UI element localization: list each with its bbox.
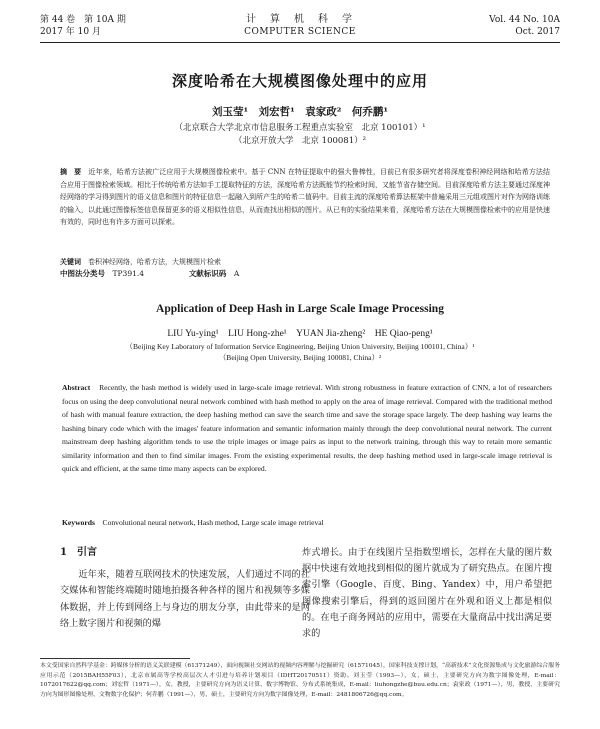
running-header bbox=[40, 14, 560, 40]
title-en: Application of Deep Hash in Large Scale Image Processing bbox=[156, 303, 444, 315]
header-center bbox=[240, 14, 360, 38]
header-rule bbox=[40, 42, 560, 43]
header-right bbox=[440, 14, 560, 38]
abstract-cn-label: 摘 要 bbox=[60, 167, 82, 176]
affiliation-cn-2: （北京开放大学 北京 100081）² bbox=[233, 136, 367, 146]
affiliation-en-1: （Beijing Key Laboratory of Information Service Engineering, Beijing Union University, Beijing 100101, China）¹ bbox=[125, 342, 475, 351]
clc-value: TP391.4 bbox=[112, 269, 145, 278]
keywords-cn-text: 卷积神经网络，哈希方法，大规模图片检索 bbox=[88, 258, 221, 266]
intro-paragraph-right: 炸式增长。由于在线图片呈指数型增长，怎样在大量的图片数据中快速有效地找到相似的图片就成为了研究热点。在图片搜索引擎（Google、百度、Bing、Yandex）中，用户希望把图像搜索引擎后，得到的返回图片在外观和语义上都是相似的。在电子商务网站的应用中，需要在大量商品中找出满足要求的 bbox=[302, 547, 552, 640]
body-column-left bbox=[60, 545, 310, 632]
header-date-cn: 2017 年 10 月 bbox=[40, 27, 101, 37]
affiliation-cn-1: （北京联合大学北京市信息服务工程重点实验室 北京 100101）¹ bbox=[174, 123, 426, 133]
classification-line bbox=[60, 268, 550, 280]
header-volume-cn: 第 44 卷 第 10A 期 bbox=[40, 15, 126, 25]
keywords-en bbox=[62, 517, 552, 529]
header-left bbox=[40, 14, 160, 38]
title-cn: 深度哈希在大规模图像处理中的应用 bbox=[171, 72, 428, 90]
header-date-en: Oct. 2017 bbox=[515, 27, 560, 37]
authors-en: LIU Yu-ying¹ LIU Hong-zhe¹ YUAN Jia-zheng² HE Qiao-peng¹ bbox=[167, 329, 433, 339]
intro-paragraph-left: 近年来，随着互联网技术的快速发展，人们通过不同的社交媒体和智能终端随时随地拍摄各种各样的图片和视频等多媒体数据，并上传到网络上与身边的朋友分享，由此带来的是网络上数字图片和视频的爆 bbox=[60, 569, 310, 629]
keywords-cn-label: 关键词 bbox=[60, 257, 81, 266]
authors-cn: 刘玉莹¹ 刘宏哲¹ 袁家政² 何乔鹏¹ bbox=[212, 106, 388, 118]
doc-code-value: A bbox=[233, 269, 240, 278]
journal-name-en: COMPUTER SCIENCE bbox=[244, 27, 356, 37]
journal-name-cn: 计 算 机 科 学 bbox=[246, 14, 354, 25]
keywords-en-label: Keywords bbox=[62, 518, 95, 527]
affiliation-en-2: （Beijing Open University, Beijing 100081, China）² bbox=[218, 353, 382, 362]
doc-code-label: 文献标识码 bbox=[188, 269, 227, 278]
keywords-cn bbox=[60, 256, 550, 268]
body-column-right bbox=[302, 545, 552, 642]
footnote-rule bbox=[40, 658, 190, 659]
clc-label: 中图法分类号 bbox=[60, 269, 105, 278]
header-volume-en: Vol. 44 No. 10A bbox=[489, 15, 560, 25]
section-heading-introduction: 1 引言 bbox=[60, 547, 97, 558]
footnote: 本文受国家自然科学基金：跨媒体分析的语义关联建模（61371249），面向视频社交网站的视频内容理解与挖掘研究（61571045），国家科技支撑计划，“高新技术”文化资源集成与文化旅游综合服务应用示范（2015BAH55F03），北京市属高等学校高层次人才引进与培养计划项目（IDHT20170511）资助。刘玉莹（1993—），女，硕士，主要研究方向为数字图像处理，E-mail：1072017622@qq.com；刘宏哲（1971—），女，教授，主要研究方向为语义计算、数字博物馆、分布式系统集成，E-mail：liuhongzhe@buu.edu.cn；袁家政（1971—），男，教授，主要研究方向为图形图像处理、文物数字化保护；何乔鹏（1991—），男，硕士，主要研究方向为数字图像处理，E-mail：2481806726@qq.com。 bbox=[40, 663, 560, 698]
abstract-en-label: Abstract bbox=[62, 383, 91, 392]
abstract-cn-text: 近年来，哈希方法被广泛应用于大规模图像检索中。基于 CNN 在特征提取中的强大鲁棒性，目前已有很多研究者将深度卷积神经网络和哈希方法结合应用于图像检索领域。相比于传统哈希方法如手工提取特征的方法，深度哈希方法既能节约检索时间，又能节省存储空间。目前深度哈希方法主要通过深度神经网络的学习得到图片的语义信息和图片的特征信息一起融入到所产生的哈希二值码中。目前主流的深度哈希算法框架中普遍采用三元组或图片对作为网络训练的输入，以此通过图像标签信息保留更多的语义相似性信息，从而查找出相似的图片。从已有的实验结果来看，深度哈希方法在大规模图像检索中的应用是快速有效的，同时也有许多方面可以探索。 bbox=[60, 168, 551, 227]
abstract-en bbox=[62, 381, 552, 476]
abstract-en-text: Recently, the hash method is widely used in large-scale image retrieval. With strong robustness in feature extraction of CNN, a lot of researchers focus on using the deep convolutional neural network combined with hash method to apply on the area of image retrieval. Compared with the traditional method of hash with manual feature extraction, the deep hashing method can save the search time and save the storage space largely. The deep hashing way learns the hashing binary code which with the images' feature information and semantic information mainly through the deep convolutional neural network. The current mainstream deep hashing algorithm tends to use the triple images or image pairs as input to the network training, through this way to retain more semantic similarity information and then to find similar images. From the existing experimental results, the deep hashing method used in large-scale image retrieval is quick and efficient, at the same time many aspects can be explored. bbox=[62, 383, 553, 473]
abstract-cn bbox=[60, 166, 550, 229]
keywords-en-text: Convolutional neural network, Hash method, Large scale image retrieval bbox=[102, 518, 324, 527]
